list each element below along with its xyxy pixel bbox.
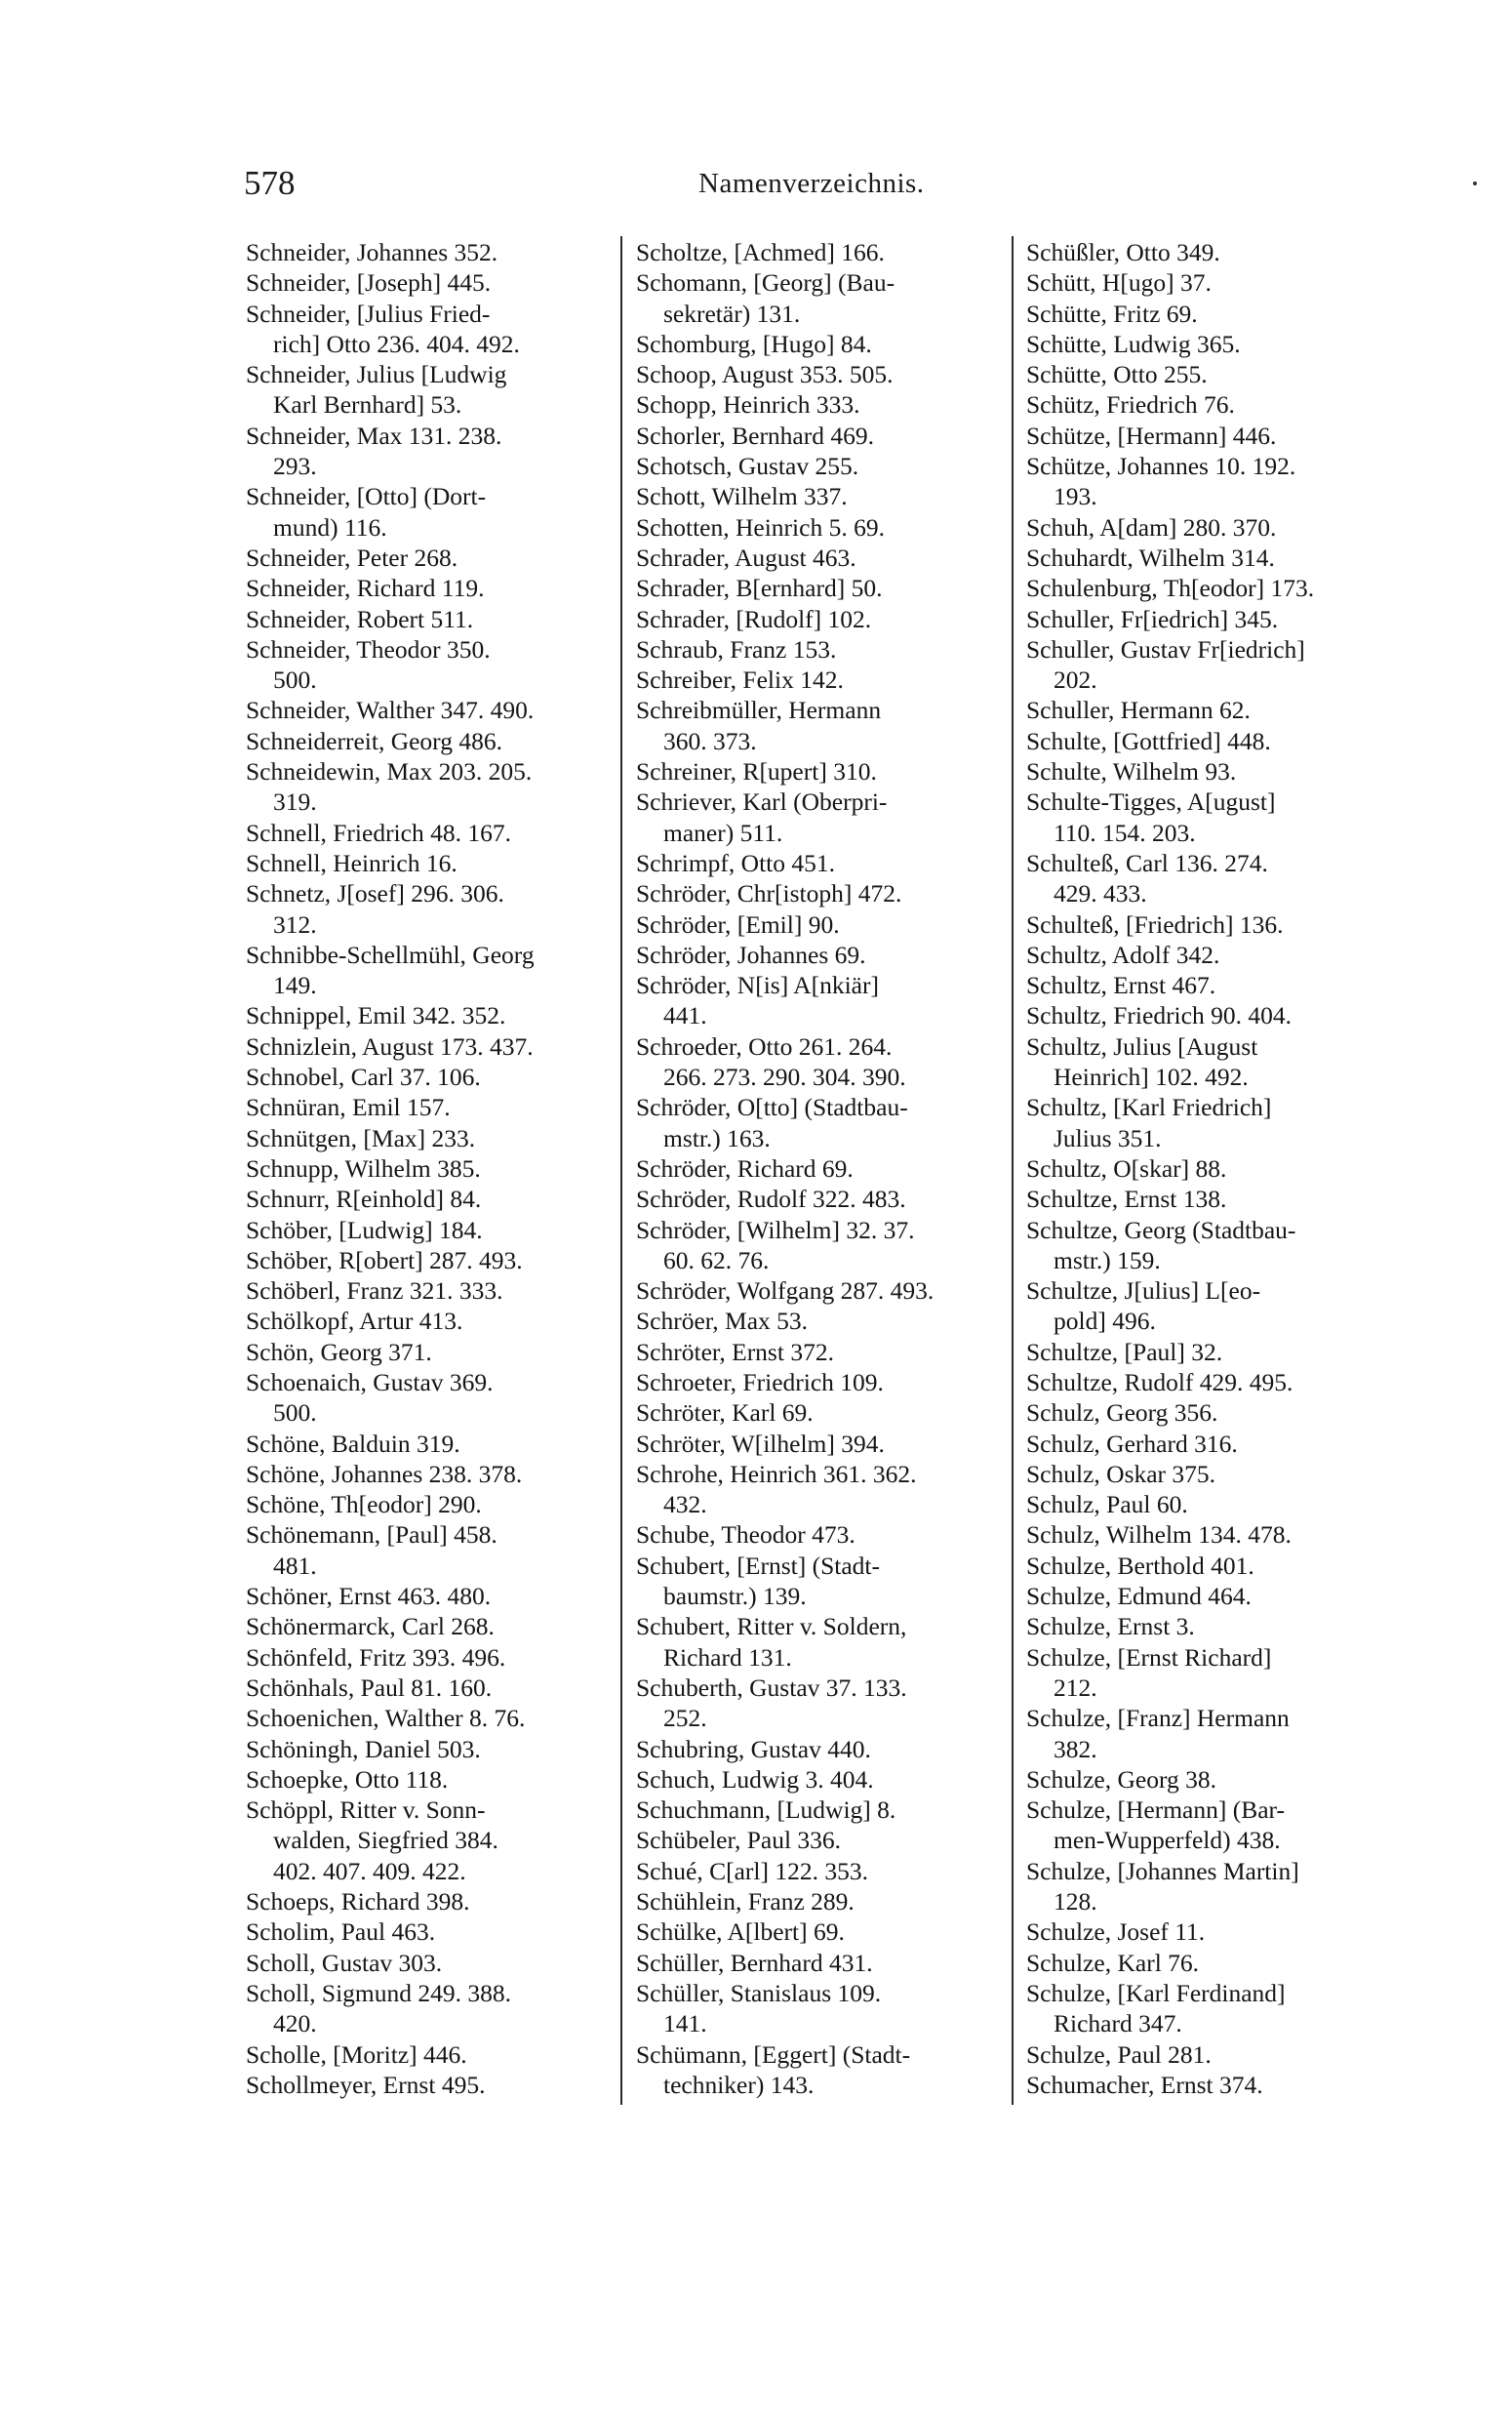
index-entry-line: Scholim, Paul 463.: [246, 1917, 436, 1947]
index-entry-line: Schreiner, R[upert] 310.: [636, 757, 877, 786]
index-entry-line: Schöberl, Franz 321. 333.: [246, 1276, 503, 1306]
index-entry-line: Schulze, [Ernst Richard]: [1026, 1642, 1272, 1672]
index-entry-line: Schröter, Karl 69.: [636, 1398, 814, 1428]
index-entry-line: 432.: [663, 1490, 707, 1519]
index-entry-line: Schöne, Th[eodor] 290.: [246, 1490, 482, 1519]
index-entry-line: Schöningh, Daniel 503.: [246, 1734, 481, 1763]
index-entry-line: 312.: [273, 909, 317, 939]
index-entry-line: Heinrich] 102. 492.: [1054, 1063, 1249, 1092]
index-entry-line: Schriever, Karl (Oberpri-: [636, 787, 888, 817]
index-entry-line: Schulenburg, Th[eodor] 173.: [1026, 574, 1315, 603]
index-entry-line: Schneider, Johannes 352.: [246, 238, 498, 266]
index-entry-line: Schraub, Franz 153.: [636, 634, 837, 664]
index-entry-line: Schnell, Heinrich 16.: [246, 848, 458, 877]
index-entry-line: Schümann, [Eggert] (Stadt-: [636, 2039, 911, 2069]
index-entry-line: Schotsch, Gustav 255.: [636, 452, 859, 481]
index-entry-line: Schollmeyer, Ernst 495.: [246, 2070, 486, 2099]
index-entry-line: Schüßler, Otto 349.: [1026, 238, 1220, 266]
index-entry-line: Schnurr, R[einhold] 84.: [246, 1185, 482, 1214]
index-entry-line: Schulze, Josef 11.: [1026, 1917, 1206, 1947]
index-entry-line: Schneider, Theodor 350.: [246, 634, 491, 664]
index-entry-line: 193.: [1054, 482, 1097, 511]
index-entry-line: Schotten, Heinrich 5. 69.: [636, 512, 885, 542]
index-entry-line: Schnobel, Carl 37. 106.: [246, 1063, 481, 1092]
index-entry-line: Schöne, Johannes 238. 378.: [246, 1459, 523, 1488]
index-entry-line: Schröder, Rudolf 322. 483.: [636, 1185, 906, 1214]
index-entry-line: Schulte, Wilhelm 93.: [1026, 757, 1237, 786]
index-entry-line: Schütte, Ludwig 365.: [1026, 329, 1241, 358]
index-entry-line: Schneider, [Otto] (Dort-: [246, 482, 487, 511]
index-entry-line: 128.: [1054, 1887, 1097, 1916]
index-entry-line: Schühlein, Franz 289.: [636, 1887, 855, 1916]
index-entry-line: 429. 433.: [1054, 879, 1147, 908]
index-entry-line: Schoepke, Otto 118.: [246, 1764, 449, 1794]
index-entry-line: Schöppl, Ritter v. Sonn-: [246, 1795, 486, 1825]
index-entry-line: Schröter, Ernst 372.: [636, 1337, 834, 1366]
index-entry-line: Schönhals, Paul 81. 160.: [246, 1673, 493, 1702]
index-entry-line: Schöber, [Ludwig] 184.: [246, 1215, 483, 1244]
index-entry-line: 149.: [273, 971, 317, 1000]
index-entry-line: Schütze, Johannes 10. 192.: [1026, 452, 1296, 481]
index-entry-line: rich] Otto 236. 404. 492.: [273, 329, 520, 358]
index-entry-line: mstr.) 163.: [663, 1123, 771, 1152]
index-entry-line: Schoop, August 353. 505.: [636, 360, 894, 389]
index-entry-line: Schulz, Oskar 375.: [1026, 1459, 1216, 1488]
index-entry-line: Schöne, Balduin 319.: [246, 1429, 460, 1458]
index-entry-line: Schönemann, [Paul] 458.: [246, 1520, 497, 1550]
index-entry-line: Schönermarck, Carl 268.: [246, 1612, 495, 1641]
index-entry-line: 110. 154. 203.: [1054, 818, 1196, 847]
index-entry-line: 500.: [273, 1398, 317, 1428]
index-entry-line: Schütte, Fritz 69.: [1026, 299, 1198, 328]
index-entry-line: Schneidewin, Max 203. 205.: [246, 757, 533, 786]
index-entry-line: Schneider, Max 131. 238.: [246, 421, 502, 450]
index-entry-line: Schubert, Ritter v. Soldern,: [636, 1612, 907, 1641]
index-entry-line: Schuhardt, Wilhelm 314.: [1026, 543, 1275, 572]
index-entry-line: Schulze, [Karl Ferdinand]: [1026, 1978, 1286, 2007]
index-entry-line: Julius 351.: [1054, 1123, 1162, 1152]
index-entry-line: pold] 496.: [1054, 1307, 1156, 1336]
index-entry-line: Schroeter, Friedrich 109.: [636, 1367, 884, 1396]
index-entry-line: Schneider, Robert 511.: [246, 604, 474, 633]
index-entry-line: Schuller, Hermann 62.: [1026, 696, 1251, 725]
index-column-1: [246, 237, 609, 2100]
index-entry-line: Schultz, O[skar] 88.: [1026, 1153, 1227, 1183]
index-entry-line: mstr.) 159.: [1054, 1245, 1161, 1274]
index-entry-line: Scholtze, [Achmed] 166.: [636, 238, 885, 266]
index-entry-line: Schulz, Gerhard 316.: [1026, 1429, 1238, 1458]
index-column-2: [636, 237, 1007, 2100]
index-entry-line: 360. 373.: [663, 726, 757, 755]
index-entry-line: Schuller, Gustav Fr[iedrich]: [1026, 634, 1305, 664]
index-entry-line: Schülke, A[lbert] 69.: [636, 1917, 845, 1947]
index-entry-line: Schröder, [Emil] 90.: [636, 909, 840, 939]
index-entry-line: Schopp, Heinrich 333.: [636, 390, 860, 420]
index-entry-line: Schubert, [Ernst] (Stadt-: [636, 1551, 880, 1580]
index-entry-line: Schrimpf, Otto 451.: [636, 848, 835, 877]
index-entry-line: Schröder, Richard 69.: [636, 1153, 854, 1183]
column-divider-2: [1012, 236, 1014, 2105]
index-entry-line: Schneider, [Joseph] 445.: [246, 268, 492, 298]
index-entry-line: Schreibmüller, Hermann: [636, 696, 882, 725]
index-entry-line: 141.: [663, 2009, 707, 2038]
index-entry-line: Schulze, [Franz] Hermann: [1026, 1704, 1290, 1733]
index-entry-line: Schüller, Bernhard 431.: [636, 1948, 873, 1977]
index-entry-line: walden, Siegfried 384.: [273, 1826, 498, 1855]
index-entry-line: Schneiderreit, Georg 486.: [246, 726, 502, 755]
index-entry-line: Schulte, [Gottfried] 448.: [1026, 726, 1271, 755]
index-entry-line: Schütz, Friedrich 76.: [1026, 390, 1235, 420]
index-entry-line: Scholle, [Moritz] 446.: [246, 2039, 467, 2069]
index-entry-line: sekretär) 131.: [663, 299, 801, 328]
index-entry-line: Schorler, Bernhard 469.: [636, 421, 874, 450]
index-entry-line: 441.: [663, 1001, 707, 1030]
index-entry-line: Schroeder, Otto 261. 264.: [636, 1031, 893, 1061]
index-entry-line: Schulze, [Johannes Martin]: [1026, 1856, 1299, 1885]
index-entry-line: Schultze, Georg (Stadtbau-: [1026, 1215, 1296, 1244]
index-entry-line: 382.: [1054, 1734, 1097, 1763]
index-entry-line: techniker) 143.: [663, 2070, 815, 2099]
index-entry-line: 481.: [273, 1551, 317, 1580]
index-entry-line: Schönfeld, Fritz 393. 496.: [246, 1642, 506, 1672]
index-entry-line: Schnell, Friedrich 48. 167.: [246, 818, 511, 847]
index-entry-line: Schulteß, [Friedrich] 136.: [1026, 909, 1284, 939]
index-entry-line: 319.: [273, 787, 317, 817]
index-entry-line: Schultz, Julius [August: [1026, 1031, 1258, 1061]
index-entry-line: Schöner, Ernst 463. 480.: [246, 1582, 492, 1611]
ink-speck: [1473, 182, 1477, 185]
index-entry-line: Schomann, [Georg] (Bau-: [636, 268, 895, 298]
index-entry-line: Schrader, August 463.: [636, 543, 856, 572]
index-entry-line: Schröder, [Wilhelm] 32. 37.: [636, 1215, 915, 1244]
index-entry-line: Schultze, [Paul] 32.: [1026, 1337, 1223, 1366]
index-entry-line: Schultze, Ernst 138.: [1026, 1185, 1227, 1214]
index-entry-line: 266. 273. 290. 304. 390.: [663, 1063, 906, 1092]
index-entry-line: 420.: [273, 2009, 317, 2038]
index-entry-line: Schön, Georg 371.: [246, 1337, 432, 1366]
index-entry-line: men-Wupperfeld) 438.: [1054, 1826, 1281, 1855]
index-entry-line: Schröder, N[is] A[nkiär]: [636, 971, 879, 1000]
index-entry-line: Schulz, Paul 60.: [1026, 1490, 1188, 1519]
index-entry-line: baumstr.) 139.: [663, 1582, 807, 1611]
index-entry-line: Schuller, Fr[iedrich] 345.: [1026, 604, 1279, 633]
index-entry-line: Schnütgen, [Max] 233.: [246, 1123, 476, 1152]
index-entry-line: Schuberth, Gustav 37. 133.: [636, 1673, 907, 1702]
index-entry-line: Schultz, Friedrich 90. 404.: [1026, 1001, 1292, 1030]
index-entry-line: 202.: [1054, 666, 1097, 695]
index-entry-line: Schott, Wilhelm 337.: [636, 482, 848, 511]
index-entry-line: Schübeler, Paul 336.: [636, 1826, 842, 1855]
index-entry-line: Schneider, [Julius Fried-: [246, 299, 491, 328]
index-entry-line: Schultze, Rudolf 429. 495.: [1026, 1367, 1293, 1396]
index-entry-line: Schreiber, Felix 142.: [636, 666, 844, 695]
index-entry-line: Richard 347.: [1054, 2009, 1182, 2038]
running-head: Namenverzeichnis.: [698, 168, 925, 199]
index-entry-line: Schrohe, Heinrich 361. 362.: [636, 1459, 917, 1488]
index-entry-line: 212.: [1054, 1673, 1097, 1702]
index-entry-line: 402. 407. 409. 422.: [273, 1856, 466, 1885]
index-entry-line: Schultz, [Karl Friedrich]: [1026, 1093, 1272, 1122]
index-entry-line: Schröter, W[ilhelm] 394.: [636, 1429, 885, 1458]
index-entry-line: Schütze, [Hermann] 446.: [1026, 421, 1277, 450]
index-entry-line: Schultze, J[ulius] L[eo-: [1026, 1276, 1261, 1306]
index-entry-line: mund) 116.: [273, 512, 387, 542]
index-entry-line: Schube, Theodor 473.: [636, 1520, 855, 1550]
index-entry-line: Schulz, Georg 356.: [1026, 1398, 1218, 1428]
index-entry-line: Schneider, Walther 347. 490.: [246, 696, 535, 725]
index-entry-line: Schnupp, Wilhelm 385.: [246, 1153, 481, 1183]
index-entry-line: Schöber, R[obert] 287. 493.: [246, 1245, 523, 1274]
index-entry-line: Schnetz, J[osef] 296. 306.: [246, 879, 504, 908]
index-entry-line: Schölkopf, Artur 413.: [246, 1307, 463, 1336]
index-entry-line: Schnüran, Emil 157.: [246, 1093, 451, 1122]
index-entry-line: maner) 511.: [663, 818, 783, 847]
index-entry-line: Schuchmann, [Ludwig] 8.: [636, 1795, 896, 1825]
index-entry-line: Schulte-Tigges, A[ugust]: [1026, 787, 1276, 817]
index-entry-line: Schoeps, Richard 398.: [246, 1887, 470, 1916]
index-entry-line: Schumacher, Ernst 374.: [1026, 2070, 1263, 2099]
index-entry-line: Schulze, [Hermann] (Bar-: [1026, 1795, 1285, 1825]
index-entry-line: Schultz, Ernst 467.: [1026, 971, 1216, 1000]
index-entry-line: Schulze, Edmund 464.: [1026, 1582, 1252, 1611]
index-entry-line: Schuch, Ludwig 3. 404.: [636, 1764, 874, 1794]
index-entry-line: Schnizlein, August 173. 437.: [246, 1031, 534, 1061]
index-entry-line: Schulze, Berthold 401.: [1026, 1551, 1254, 1580]
index-entry-line: Schnippel, Emil 342. 352.: [246, 1001, 506, 1030]
page-number: 578: [244, 164, 296, 202]
index-column-3: [1026, 237, 1409, 2100]
index-entry-line: 500.: [273, 666, 317, 695]
index-entry-line: Schnibbe-Schellmühl, Georg: [246, 940, 535, 969]
index-entry-line: Schneider, Julius [Ludwig: [246, 360, 507, 389]
index-entry-line: Scholl, Gustav 303.: [246, 1948, 443, 1977]
index-entry-line: Schröer, Max 53.: [636, 1307, 809, 1336]
index-entry-line: Schrader, B[ernhard] 50.: [636, 574, 883, 603]
index-entry-line: Karl Bernhard] 53.: [273, 390, 462, 420]
index-entry-line: Schoenaich, Gustav 369.: [246, 1367, 494, 1396]
index-entry-line: Richard 131.: [663, 1642, 792, 1672]
index-entry-line: Schrader, [Rudolf] 102.: [636, 604, 872, 633]
index-entry-line: Schulz, Wilhelm 134. 478.: [1026, 1520, 1292, 1550]
index-entry-line: Schomburg, [Hugo] 84.: [636, 329, 872, 358]
index-entry-line: Schröder, Wolfgang 287. 493.: [636, 1276, 935, 1306]
index-entry-line: 252.: [663, 1704, 707, 1733]
index-entry-line: Schulze, Ernst 3.: [1026, 1612, 1195, 1641]
index-entry-line: Schütte, Otto 255.: [1026, 360, 1208, 389]
index-entry-line: Schulze, Georg 38.: [1026, 1764, 1216, 1794]
index-entry-line: Schneider, Richard 119.: [246, 574, 485, 603]
index-entry-line: Schulze, Karl 76.: [1026, 1948, 1200, 1977]
index-entry-line: Schuh, A[dam] 280. 370.: [1026, 512, 1277, 542]
index-entry-line: Schneider, Peter 268.: [246, 543, 458, 572]
index-entry-line: 293.: [273, 452, 317, 481]
index-entry-line: Schröder, Johannes 69.: [636, 940, 866, 969]
index-entry-line: Schüller, Stanislaus 109.: [636, 1978, 882, 2007]
index-entry-line: Schultz, Adolf 342.: [1026, 940, 1220, 969]
index-entry-line: Schulze, Paul 281.: [1026, 2039, 1212, 2069]
index-entry-line: Schubring, Gustav 440.: [636, 1734, 871, 1763]
index-entry-line: Schoenichen, Walther 8. 76.: [246, 1704, 526, 1733]
index-entry-line: Schué, C[arl] 122. 353.: [636, 1856, 868, 1885]
index-entry-line: Schröder, Chr[istoph] 472.: [636, 879, 902, 908]
index-entry-line: Scholl, Sigmund 249. 388.: [246, 1978, 512, 2007]
column-divider-1: [620, 236, 622, 2105]
index-entry-line: Schulteß, Carl 136. 274.: [1026, 848, 1268, 877]
index-entry-line: 60. 62. 76.: [663, 1245, 770, 1274]
index-entry-line: Schütt, H[ugo] 37.: [1026, 268, 1212, 298]
index-entry-line: Schröder, O[tto] (Stadtbau-: [636, 1093, 908, 1122]
